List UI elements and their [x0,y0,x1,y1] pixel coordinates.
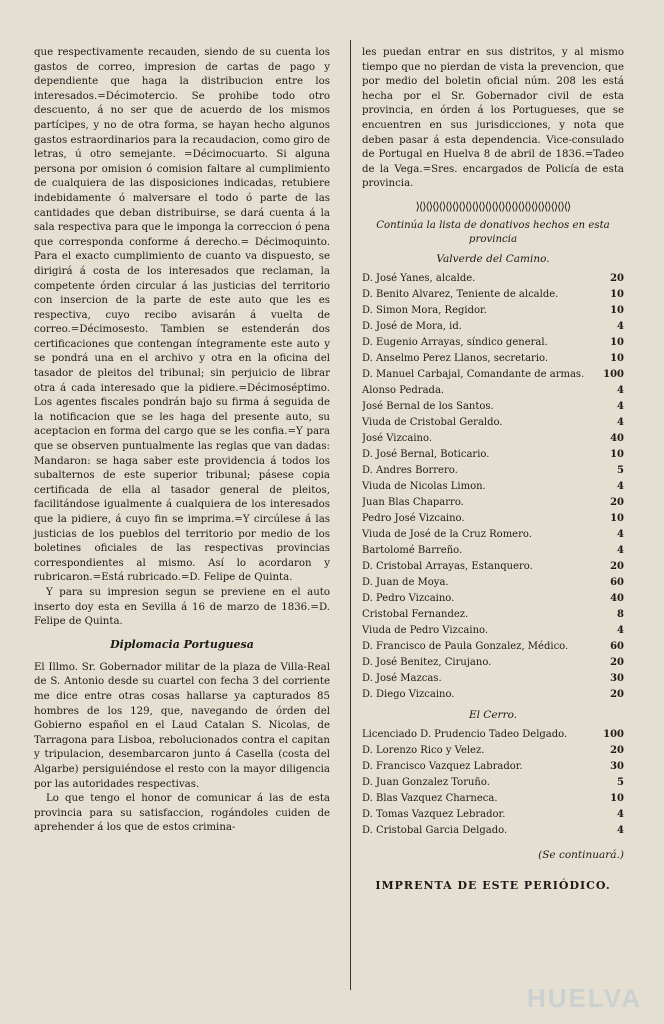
donor-amount: 10 [610,792,624,804]
ornamental-rule: ⟩⟨⟩⟨⟩⟨⟩⟨⟩⟨⟩⟨⟩⟨⟩⟨⟩⟨⟩⟨⟩⟨⟩⟨⟩⟨⟩⟨⟩⟨⟩⟨⟩⟨⟩⟨⟩⟨⟩⟨⟩⟨⟩⟨⟩⟨⟩ [415,199,571,213]
donor-amount: 4 [617,824,624,836]
comunicar-paragraph: Lo que tengo el honor de comunicar á las de esta provincia para su satisfaccion, rogándoles cuiden de aprehender á los que de estos crimina- [34,793,330,834]
donor-amount: 30 [610,672,624,684]
donor-name: D. Eugenio Arrayas, síndico general. [362,336,548,348]
donor-amount: 40 [610,432,624,444]
donor-amount: 10 [610,512,624,524]
donor-row [362,807,624,823]
donor-row [362,575,624,591]
donor-name: Bartolomé Barreño. [362,544,463,556]
donor-amount: 4 [617,624,624,636]
donor-amount: 4 [617,480,624,492]
donor-row [362,623,624,639]
column-divider [350,40,351,990]
donor-row [362,367,624,383]
imprint-line: IMPRENTA DE ESTE PERIÓDICO. [375,878,611,892]
donor-row [362,399,624,415]
donor-name: Viuda de José de la Cruz Romero. [362,528,532,540]
donor-name: Licenciado D. Prudencio Tadeo Delgado. [362,728,568,740]
donor-name: D. José Bernal, Boticario. [362,448,490,460]
donor-name: Viuda de Nicolas Limon. [362,480,486,492]
donor-row [362,383,624,399]
donor-row [362,495,624,511]
donor-name: D. Lorenzo Rico y Velez. [362,744,485,756]
donor-row [362,639,624,655]
left-column [34,46,330,836]
donor-name: D. Benito Alvarez, Teniente de alcalde. [362,288,559,300]
donor-row [362,431,624,447]
donor-row [362,319,624,335]
donor-name: D. Tomas Vazquez Lebrador. [362,808,506,820]
gobernador-paragraph: El Illmo. Sr. Gobernador militar de la plaza de Villa-Real de S. Antonio desde su cuartel con fecha 3 del corriente me dice entre otras cosas hallarse ya capturados 85 hombres de los 129, que, navegando de órden del Gobierno español en el Laud Catalan S. Nicolas, de Tarragona para Lisboa, rebolucionados contra el capitan y tripulacion, desembarcaron junto á Casella (costa del Algarbe) persiguiéndose el resto con la mayor diligencia por las autoridades respectivas. [34,661,330,790]
donor-row [362,351,624,367]
donor-amount: 4 [617,544,624,556]
donor-amount: 4 [617,320,624,332]
donor-name: D. Blas Vazquez Charneca. [362,792,498,804]
donor-row [362,415,624,431]
donor-row [362,775,624,791]
donor-row [362,671,624,687]
donor-name: D. Juan Gonzalez Toruño. [362,776,490,788]
donor-amount: 20 [610,688,624,700]
donor-amount: 10 [610,352,624,364]
donor-row [362,607,624,623]
donor-row [362,687,624,703]
donor-name: D. Juan de Moya. [362,576,449,588]
donor-name: D. Diego Vizcaino. [362,688,455,700]
donor-row [362,591,624,607]
donor-amount: 4 [617,384,624,396]
donor-amount: 4 [617,416,624,428]
donor-row [362,727,624,743]
donor-amount: 10 [610,288,624,300]
donor-name: José Bernal de los Santos. [362,400,494,412]
donor-name: D. José de Mora, id. [362,320,462,332]
donor-amount: 4 [617,528,624,540]
town-heading-valverde: Valverde del Camino. [436,252,550,265]
donor-row [362,511,624,527]
donor-name: D. Francisco Vazquez Labrador. [362,760,523,772]
donor-amount: 20 [610,744,624,756]
donor-row [362,823,624,839]
donor-name: D. Cristobal Garcia Delgado. [362,824,508,836]
donor-amount: 20 [610,560,624,572]
donor-amount: 10 [610,448,624,460]
donor-amount: 20 [610,272,624,284]
donor-name: D. Anselmo Perez Llanos, secretario. [362,352,549,364]
donor-amount: 5 [617,776,624,788]
donor-name: D. José Yanes, alcalde. [362,272,476,284]
donor-amount: 30 [610,760,624,772]
donor-name: D. Cristobal Arrayas, Estanquero. [362,560,533,572]
donor-list-valverde [362,271,624,703]
donor-row [362,303,624,319]
donor-list-el-cerro [362,727,624,839]
donor-amount: 20 [610,656,624,668]
donations-list-title: Continúa la lista de donativos hechos en esta provincia [376,219,610,245]
donor-name: Alonso Pedrada. [362,384,445,396]
donor-row [362,743,624,759]
donor-amount: 100 [603,368,624,380]
donor-amount: 20 [610,496,624,508]
donor-amount: 4 [617,808,624,820]
donor-amount: 40 [610,592,624,604]
donor-name: Cristobal Fernandez. [362,608,469,620]
donor-row [362,463,624,479]
donor-amount: 8 [617,608,624,620]
donor-amount: 60 [610,640,624,652]
donor-row [362,447,624,463]
town-heading-el-cerro: El Cerro. [468,708,518,721]
donor-row [362,559,624,575]
right-column [362,46,624,892]
donor-amount: 4 [617,400,624,412]
donor-name: D. José Mazcas. [362,672,442,684]
donor-name: Pedro José Vizcaino. [362,512,465,524]
donor-name: José Vizcaino. [362,432,432,444]
donor-row [362,479,624,495]
impresion-paragraph: Y para su impresion segun se previene en el auto inserto doy esta en Sevilla á 16 de marzo de 1836.=D. Felipe de Quinta. [34,586,330,628]
donor-name: D. Simon Mora, Regidor. [362,304,487,316]
donor-amount: 100 [603,728,624,740]
donor-name: D. Manuel Carbajal, Comandante de armas. [362,368,585,380]
donor-row [362,335,624,351]
donor-name: Juan Blas Chaparro. [362,496,464,508]
donor-name: D. Andres Borrero. [362,464,458,476]
donor-row [362,287,624,303]
donor-amount: 60 [610,576,624,588]
donor-row [362,527,624,543]
auto-text-paragraph: que respectivamente recauden, siendo de su cuenta los gastos de correo, impresion de cartas de pago y dependiente que haga la distribucion entre los interesados.=Décimotercio. Se prohibe todo otro descuento, á no ser que de acuerdo de los mismos partícipes, y no de otra forma, se hayan hecho algunos gastos estraordinarios para la recaudacion, como giro de letras, ú otro semejante. =Décimocuarto. Si alguna persona por omision ó comision faltare al cumplimiento de cualquiera de las disposiciones indicadas, retubiere indebidamente ó malversare el todo ó parte de las cantidades que deban distribuirse, se dará cuenta á la sala respectiva para que le imponga la correccion ó pena que corresponda conforme á derecho.= Décimoquinto. Para el exacto cumplimiento de cuanto va dispuesto, se dirigirá á costa de los interesados que reclaman, la competente órden circular á las justicias del territorio con insercion de la parte de este auto que les es respectiva, cuyo recibo avisarán á vuelta de correo.=Décimosesto. Tambien se estenderán dos certificaciones que contengan íntegramente este auto y se pondrá una en el archivo y otra en la oficina del tasador de pleitos del tribunal; sin perjuicio de librar otra á cada interesado que la pidiere.=Décimoséptimo. Los agentes fiscales pondrán bajo su firma á seguida de la notificacion que se les haga del presente auto, su aceptacion en forma del cargo que se les confia.=Y para que se observen puntualmente las reglas que van dadas: Mandaron: se haga saber este providencia á todos los subalternos de este superior tribunal; pásese copia certificada de ella al tasador general de pleitos, facilitándose igualmente á cualquiera de los interesados que la pidiere, á cuyo fin se imprima.=Y circúlese á las justicias de los pueblos del territorio por medio de los boletines oficiales de las respectivas provincias correspondientes al mismo. Así lo acordaron y rubricaron.=Está rubricado.=D. Felipe de Quinta. [34,47,330,584]
donor-row [362,791,624,807]
donor-row [362,271,624,287]
donor-row [362,655,624,671]
donor-name: D. Francisco de Paula Gonzalez, Médico. [362,640,569,652]
donor-name: D. José Benitez, Cirujano. [362,656,492,668]
continued-note: (Se continuará.) [538,848,624,861]
donor-name: Viuda de Pedro Vizcaino. [362,624,489,636]
donor-amount: 10 [610,304,624,316]
donor-amount: 5 [617,464,624,476]
library-watermark: HUELVA [526,983,642,1013]
donor-row [362,543,624,559]
continuation-paragraph: les puedan entrar en sus distritos, y al mismo tiempo que no pierdan de vista la prevencion, que por medio del boletin oficial núm. 208 les está hecha por el Sr. Gobernador civil de esta provincia, en órden á los Portugueses, que se encuentren en sus jurisdicciones, y nota que deben pasar á esta dependencia. Vice-consulado de Portugal en Huelva 8 de abril de 1836.=Tadeo de la Vega.=Sres. encargados de Policía de esta provincia. [362,47,624,190]
donor-name: D. Pedro Vizcaino. [362,592,455,604]
donor-row [362,759,624,775]
donor-amount: 10 [610,336,624,348]
section-title-diplomacia: Diplomacia Portuguesa [110,637,254,651]
donor-name: Viuda de Cristobal Geraldo. [362,416,503,428]
